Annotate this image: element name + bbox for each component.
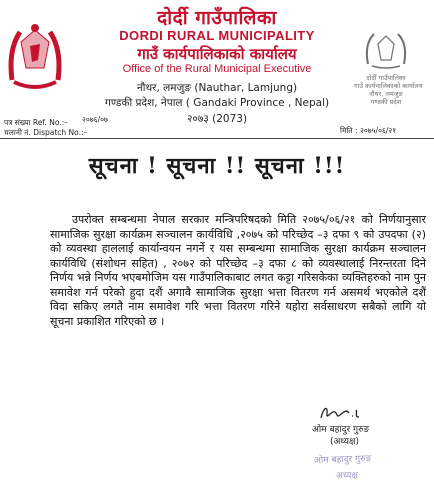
municipality-name-np: दोर्दी गाउँपालिका (157, 7, 277, 29)
ref-number-label: पत्र संख्या Ref. No.:– (4, 118, 68, 127)
notice-body (50, 213, 426, 329)
address-line-2: गण्डकी प्रदेश, नेपाल ( Gandaki Province , Nepal) (104, 97, 330, 109)
seal-line-3: नौथर, लमजुङ (369, 90, 403, 98)
address-line-1: नौथर, लमजुङ (Nauthar, Lamjung) (136, 82, 298, 94)
signatory-title: (अध्यक्ष) (330, 437, 359, 447)
seal-line-2: गाउँ कार्यपालिकाको कार्यालय (354, 82, 423, 90)
ref-number-value: २०७६/०७ (82, 115, 108, 124)
seal-line-1: दोर्दी गाउँपालिका (366, 74, 406, 82)
signatory-name: ओम बहादुर गुरुङ (312, 425, 370, 435)
municipality-name-en: DORDI RURAL MUNICIPALITY (119, 28, 315, 43)
seal-line-4: गण्डकी प्रदेश (370, 98, 402, 106)
stamp-name: ओम बहादुर गुरुङ (313, 454, 372, 466)
handwritten-signature-icon (318, 404, 362, 422)
header-divider (0, 138, 434, 139)
notice-paragraph: उपरोक्त सम्बन्धमा नेपाल सरकार मन्त्रिपरिषदको मिति २०७५/०६/२१ को निर्णयानुसार सामाजिक सुरक्षा कार्यक्रम सञ्चालन कार्यविधि ,२०७५ को परिच्छेद –३ दफा ९ को उपदफा (२) को व्यवस्था हाललाई कार्यान्वयन नगर्ने र यस सम्बन्धमा सामाजिक सुरक्षा कार्यक्रम सञ्चालन कार्यविधि (संशोधन सहित) , २०७२ को परिच्छेद –३ दफा ८ को व्यवस्थालाई निरन्तरता दिने निर्णय भन्ने निर्णय भएबमोजिम यस गाउँपालिकाबाट लगत कट्टा गरिसकेका व्यक्तिहरुको नाम पुन समावेश गर्न परेको हुदा दशैं अगावै सामाजिक सुरक्षा भत्ता वितरण गर्न असमर्थ भएकोले दशैं विदा सकिए लगतै नाम समावेश गरि भत्ता वितरण गरिने यहोरा सर्वसाधरण सबैको लागि यो सूचना प्रकाशित गरिएको छ । (50, 213, 426, 328)
dispatch-number-label: चलानी नं. Dispatch No.:– (4, 128, 88, 137)
establishment-year: २०७३ (2073) (186, 113, 248, 125)
notice-title: सूचना ! सूचना !! सूचना !!! (88, 153, 346, 179)
office-name-np: गाउँ कार्यपालिकाको कार्यालय (137, 45, 297, 63)
letter-date: मिति : २०७५/०६/२१ (340, 126, 397, 135)
stamp-title: अध्यक्ष (336, 471, 358, 481)
office-name-en: Office of the Rural Municipal Executive (122, 63, 312, 75)
